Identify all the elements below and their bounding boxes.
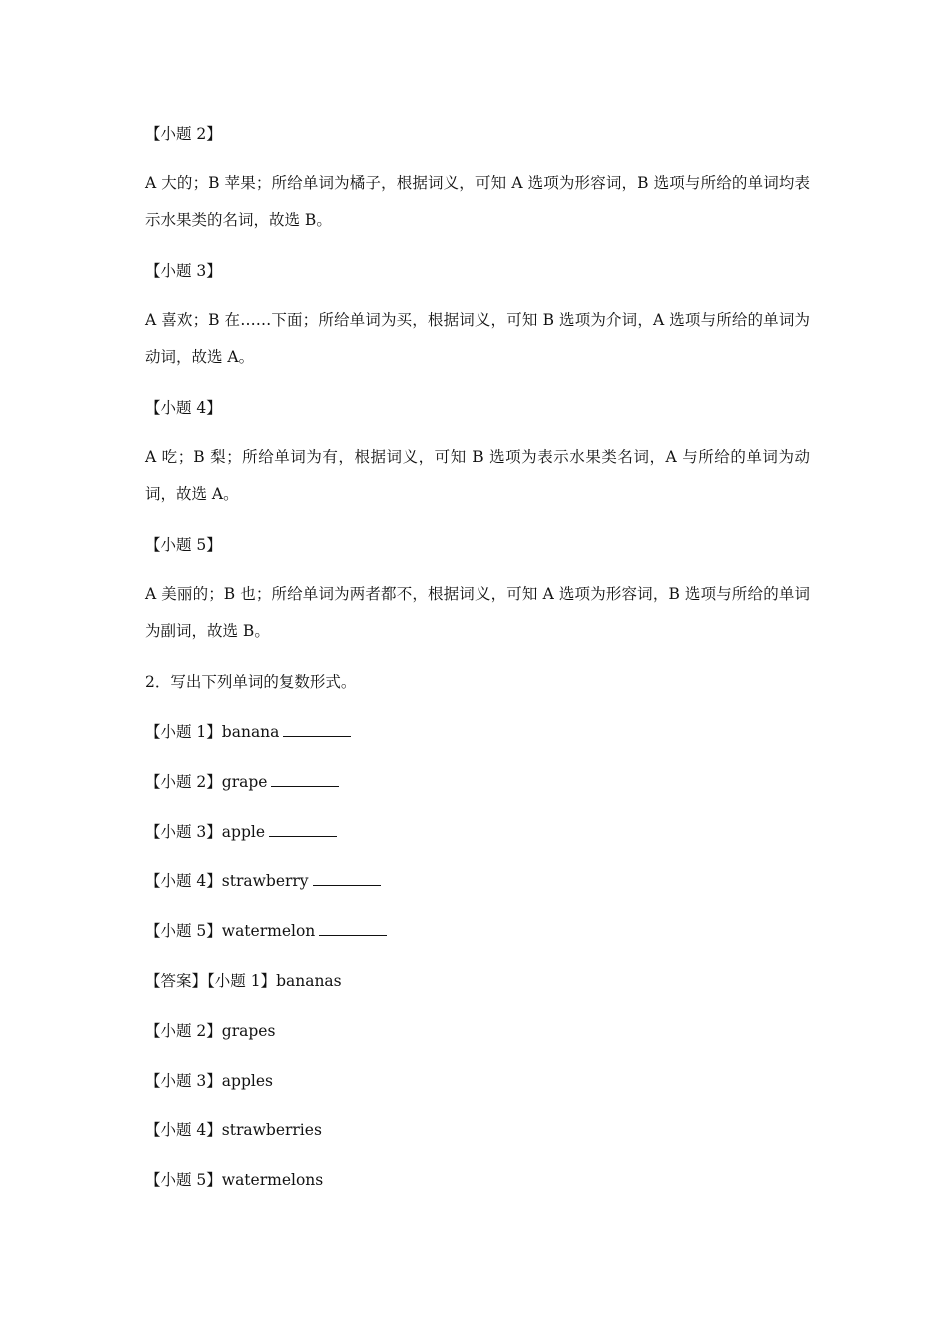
q3-label: 【小题 3】 [145, 262, 222, 280]
question-item [145, 722, 810, 742]
answer-blank [313, 871, 381, 886]
q2-label: 【小题 2】 [145, 125, 222, 143]
answer-label: 【小题 2】 [145, 1022, 222, 1040]
question-label: 【小题 4】 [145, 872, 222, 890]
answer-item [145, 1071, 810, 1091]
question-label: 【小题 2】 [145, 773, 222, 791]
answer-text: bananas [276, 972, 342, 990]
q3-explanation: A 喜欢；B 在……下面；所给单词为买，根据词义，可知 B 选项为介词，A 选项与所给的单词为动词，故选 A。 [145, 311, 810, 366]
q4-label: 【小题 4】 [145, 399, 222, 417]
answer-text: strawberries [221, 1121, 322, 1139]
answer-text: apples [221, 1072, 273, 1090]
question-label: 【小题 5】 [145, 922, 222, 940]
answer-text: grapes [221, 1022, 276, 1040]
answer-item [145, 1120, 810, 1140]
question-word: banana [221, 723, 280, 741]
answer-blank [269, 822, 337, 837]
question-item [145, 772, 810, 792]
answer-item [145, 1170, 810, 1190]
q5-explanation: A 美丽的；B 也；所给单词为两者都不，根据词义，可知 A 选项为形容词，B 选项与所给的单词为副词，故选 B。 [145, 585, 810, 640]
answer-label: 【小题 4】 [145, 1121, 222, 1139]
question-item [145, 921, 810, 941]
question-word: watermelon [221, 922, 316, 940]
answer-item [145, 1021, 810, 1041]
answer-item [145, 971, 810, 991]
section2-title: 2．写出下列单词的复数形式。 [145, 673, 357, 691]
question-item [145, 871, 810, 891]
q4-explanation: A 吃；B 梨；所给单词为有，根据词义，可知 B 选项为表示水果类名词，A 与所给的单词为动词，故选 A。 [145, 448, 810, 503]
answer-blank [319, 921, 387, 936]
question-label: 【小题 1】 [145, 723, 222, 741]
answer-blank [271, 772, 339, 787]
answer-prefix: 【答案】 [145, 972, 208, 990]
q5-label: 【小题 5】 [145, 536, 222, 554]
question-word: strawberry [221, 872, 309, 890]
question-word: apple [221, 823, 266, 841]
answer-text: watermelons [221, 1171, 324, 1189]
question-word: grape [221, 773, 268, 791]
answer-blank [283, 722, 351, 737]
question-label: 【小题 3】 [145, 823, 222, 841]
answer-label: 【小题 3】 [145, 1072, 222, 1090]
q2-explanation: A 大的；B 苹果；所给单词为橘子，根据词义，可知 A 选项为形容词，B 选项与所给的单词均表示水果类的名词，故选 B。 [145, 174, 810, 229]
question-item [145, 822, 810, 842]
answer-label: 【小题 1】 [207, 972, 277, 990]
answer-label: 【小题 5】 [145, 1171, 222, 1189]
